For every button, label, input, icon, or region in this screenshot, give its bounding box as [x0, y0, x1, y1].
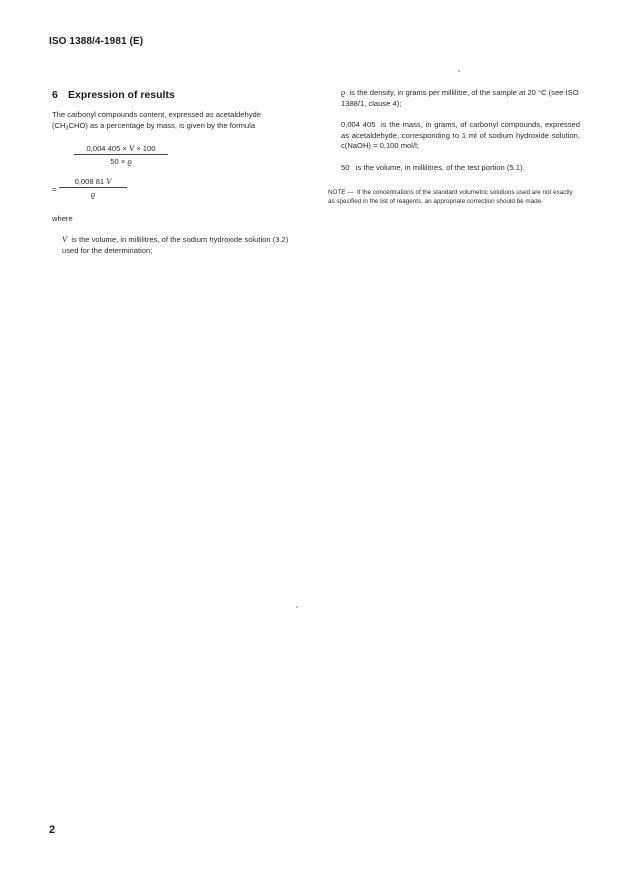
numerator-factor: × 100 — [136, 144, 156, 153]
page-number: 2 — [49, 824, 56, 836]
formula-denominator — [74, 155, 168, 166]
simplified-den-variable: ϱ — [90, 190, 96, 199]
chem-subscript: 3 — [65, 125, 69, 131]
scan-speck — [296, 606, 298, 608]
formula-numerator — [74, 144, 168, 155]
denominator-coefficient: 50 × — [110, 157, 126, 166]
chem-formula-open: (CH — [52, 120, 66, 130]
where-label: where — [52, 214, 73, 223]
numerator-coefficient: 0,004 405 × — [86, 144, 127, 153]
document-header: ISO 1388/4-1981 (E) — [49, 36, 144, 47]
section-title: Expression of results — [68, 89, 175, 101]
formula-fraction — [74, 144, 168, 166]
intro-line: The carbonyl compounds content, expressed as acetaldehyde — [52, 110, 261, 119]
definition-mass-text: is the mass, in grams, of carbonyl compounds, expressed as acetaldehyde, corresponding to 1 ml of sodium hydroxide solution, c(NaOH) = 0,100 mol/l; — [341, 120, 580, 150]
note-block — [328, 188, 580, 207]
volume-value: 50 — [341, 163, 350, 172]
symbol-rho: ϱ — [341, 88, 346, 97]
intro-paragraph — [52, 110, 304, 134]
note-label: NOTE — — [328, 189, 354, 196]
mass-value: 0,004 405 — [341, 120, 376, 129]
note-text: If the concentrations of the standard volumetric solutions used are not exactly as specified in the list of reagents, an appropriate correction should be made. — [328, 189, 573, 206]
definition-density-rho — [341, 88, 580, 109]
definition-mass — [341, 120, 580, 152]
simplified-numerator — [59, 177, 127, 188]
simplified-denominator — [59, 188, 127, 199]
denominator-variable: ϱ — [127, 157, 132, 166]
numerator-variable: V — [128, 144, 135, 153]
symbol-v: V — [62, 235, 68, 244]
intro-line-rest: CHO) as a percentage by mass, is given by the formula — [68, 120, 256, 130]
definition-volume-v — [62, 235, 304, 256]
definition-test-portion — [341, 163, 580, 174]
section-number: 6 — [52, 89, 58, 101]
definition-rho-text: is the density, in grams per millilitre, of the sample at 20 °C (see ISO 1388/1, clause 4); — [341, 88, 579, 108]
scan-speck — [458, 70, 460, 72]
simplified-coefficient: 0,008 81 — [74, 177, 105, 186]
simplified-fraction — [59, 177, 127, 199]
definition-volume-text: is the volume, in millilitres, of the test portion (5.1). — [355, 163, 525, 172]
definition-v-text: is the volume, in millilitres, of the sodium hydroxide solution (3.2) used for the determination; — [62, 235, 289, 255]
simplified-variable: V — [106, 177, 112, 186]
equals-sign: = — [52, 185, 57, 194]
